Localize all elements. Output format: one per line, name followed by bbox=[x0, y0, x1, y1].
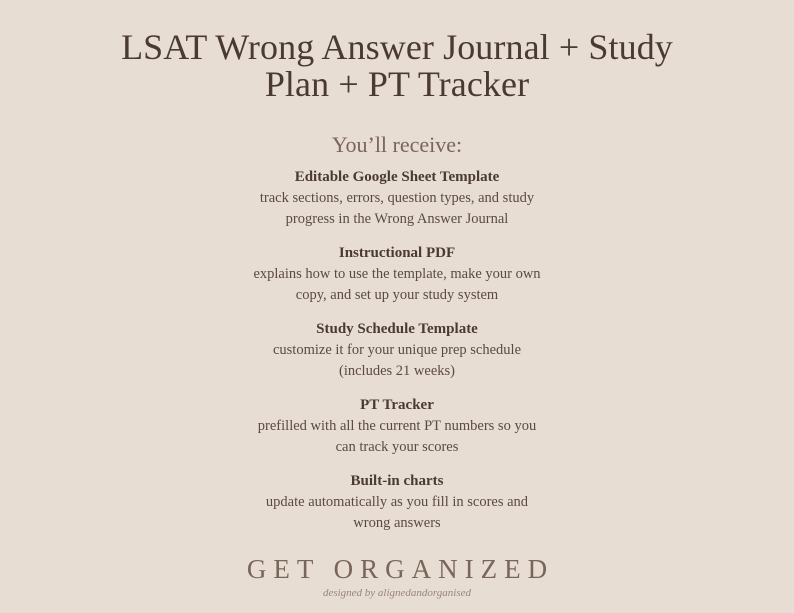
feature-list bbox=[0, 167, 794, 547]
feature-item-instructional-pdf bbox=[237, 243, 557, 306]
feature-heading: Editable Google Sheet Template bbox=[294, 169, 500, 185]
feature-heading: PT Tracker bbox=[360, 397, 434, 413]
feature-item-built-in-charts bbox=[237, 471, 557, 534]
feature-description-line-1: track sections, errors, question types, and study bbox=[259, 190, 535, 206]
feature-description-line-2: copy, and set up your study system bbox=[295, 287, 499, 303]
page-title-line-1: LSAT Wrong Answer Journal + Study bbox=[121, 27, 673, 67]
feature-description bbox=[237, 188, 557, 230]
footer-heading: GET ORGANIZED bbox=[246, 554, 555, 584]
feature-description bbox=[237, 492, 557, 534]
footer-credit: designed by alignedandorganised bbox=[322, 587, 472, 599]
feature-description bbox=[237, 264, 557, 306]
feature-description-line-2: (includes 21 weeks) bbox=[339, 363, 455, 379]
feature-heading: Study Schedule Template bbox=[316, 321, 478, 337]
section-subtitle: You’ll receive: bbox=[331, 132, 463, 157]
feature-heading: Built-in charts bbox=[350, 473, 444, 489]
feature-description-line-1: prefilled with all the current PT numbers so you bbox=[257, 418, 537, 434]
feature-description-line-2: wrong answers bbox=[353, 515, 441, 531]
feature-description-line-2: can track your scores bbox=[335, 439, 459, 455]
feature-description-line-1: update automatically as you fill in scores and bbox=[265, 494, 529, 510]
feature-description-line-1: explains how to use the template, make your own bbox=[253, 266, 541, 282]
feature-heading: Instructional PDF bbox=[338, 245, 456, 261]
feature-item-study-schedule bbox=[237, 319, 557, 382]
feature-description bbox=[237, 340, 557, 382]
feature-description bbox=[237, 416, 557, 458]
feature-description-line-1: customize it for your unique prep schedule bbox=[272, 342, 522, 358]
feature-item-pt-tracker bbox=[237, 395, 557, 458]
page-title bbox=[0, 29, 794, 103]
page-title-line-2: Plan + PT Tracker bbox=[264, 64, 530, 104]
feature-item-google-sheet bbox=[237, 167, 557, 230]
feature-description-line-2: progress in the Wrong Answer Journal bbox=[285, 211, 509, 227]
